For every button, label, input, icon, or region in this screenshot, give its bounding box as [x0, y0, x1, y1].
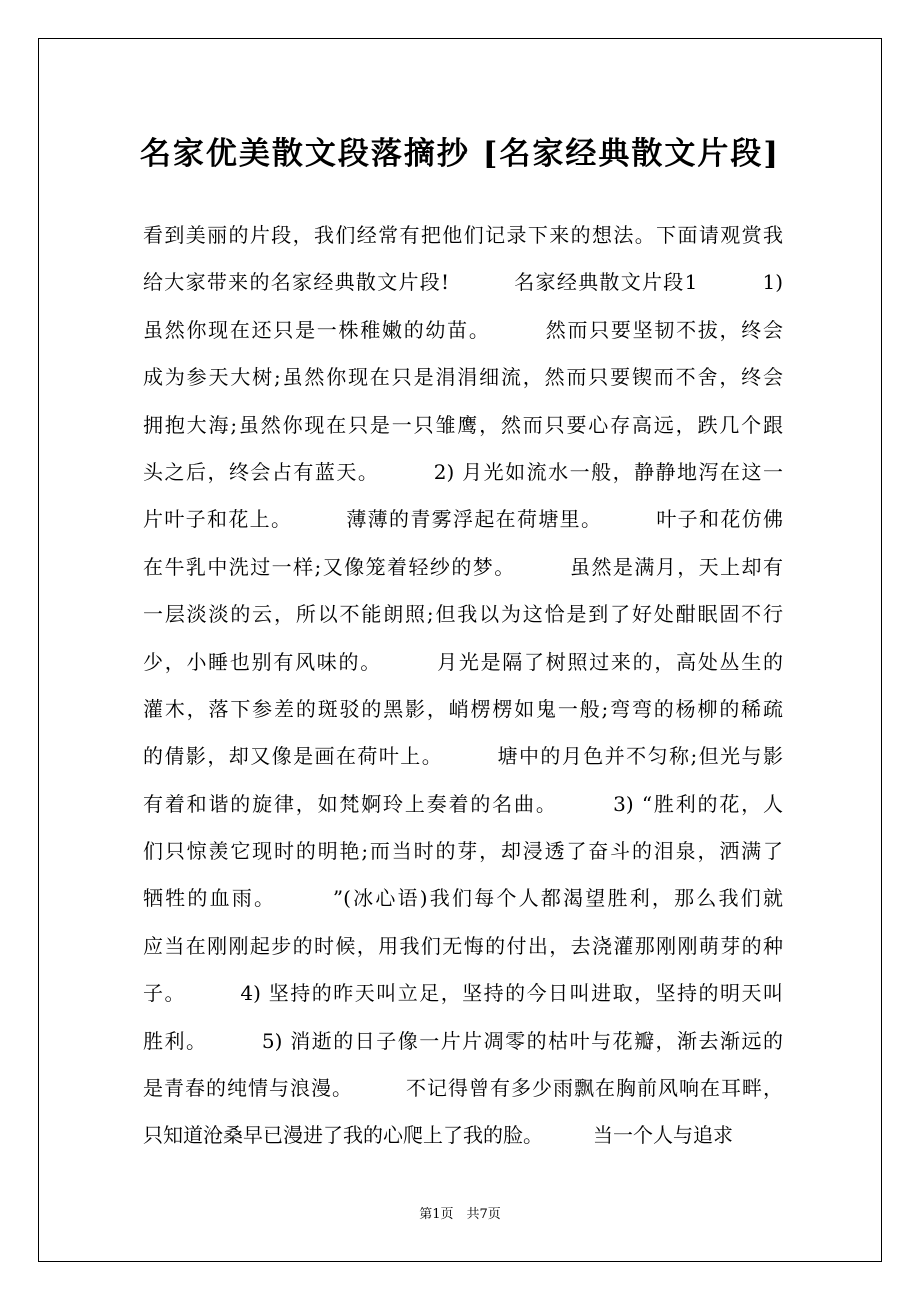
text-line: 胜利。 5) 消逝的日子像一片片凋零的枯叶与花瓣，渐去渐远的: [143, 1028, 783, 1053]
text-line: 虽然你现在还只是一株稚嫩的幼苗。 然而只要坚韧不拔，终会: [143, 317, 783, 342]
text-line: 看到美丽的片段，我们经常有把他们记录下来的想法。下面请观赏我: [143, 223, 783, 247]
text-line: 在牛乳中洗过一样;又像笼着轻纱的梦。 虽然是满月，天上却有: [143, 554, 783, 579]
text-line: 只知道沧桑早已漫进了我的心爬上了我的脸。 当一个人与追求: [143, 1123, 733, 1148]
text-line: 少，小睡也别有风味的。 月光是隔了树照过来的，高处丛生的: [143, 649, 783, 674]
body-text: [143, 212, 783, 1160]
text-line: 子。 4) 坚持的昨天叫立足，坚持的今日叫进取，坚持的明天叫: [143, 981, 783, 1006]
text-line: 一层淡淡的云，所以不能朗照;但我以为这恰是到了好处酣眠固不行: [143, 602, 783, 627]
text-line: 是青春的纯情与浪漫。 不记得曾有多少雨飘在胸前风响在耳畔，: [143, 1076, 783, 1101]
text-line: 灌木，落下参差的斑驳的黑影，峭楞楞如鬼一般;弯弯的杨柳的稀疏: [143, 696, 783, 721]
text-line: 牺牲的血雨。 ”(冰心语)我们每个人都渴望胜利，那么我们就: [143, 886, 783, 911]
document-title: 名家优美散文段落摘抄 [名家经典散文片段]: [139, 136, 781, 172]
text-line: 头之后，终会占有蓝天。 2) 月光如流水一般，静静地泻在这一: [143, 459, 783, 484]
text-line: 给大家带来的名家经典散文片段! 名家经典散文片段1 1): [143, 270, 783, 295]
text-line: 拥抱大海;虽然你现在只是一只雏鹰，然而只要心存高远，跌几个跟: [143, 412, 783, 437]
text-line: 有着和谐的旋律，如梵婀玲上奏着的名曲。 3) “胜利的花，人: [143, 791, 783, 816]
text-line: 的倩影，却又像是画在荷叶上。 塘中的月色并不匀称;但光与影: [143, 744, 783, 769]
text-line: 成为参天大树;虽然你现在只是涓涓细流，然而只要锲而不舍，终会: [143, 365, 783, 390]
text-line: 应当在刚刚起步的时候，用我们无悔的付出，去浇灌那刚刚萌芽的种: [143, 933, 783, 958]
text-line: 片叶子和花上。 薄薄的青雾浮起在荷塘里。 叶子和花仿佛: [143, 507, 783, 532]
page-number-footer: 第1页 共7页: [419, 1207, 501, 1222]
text-line: 们只惊羡它现时的明艳;而当时的芽，却浸透了奋斗的泪泉，洒满了: [143, 839, 783, 864]
